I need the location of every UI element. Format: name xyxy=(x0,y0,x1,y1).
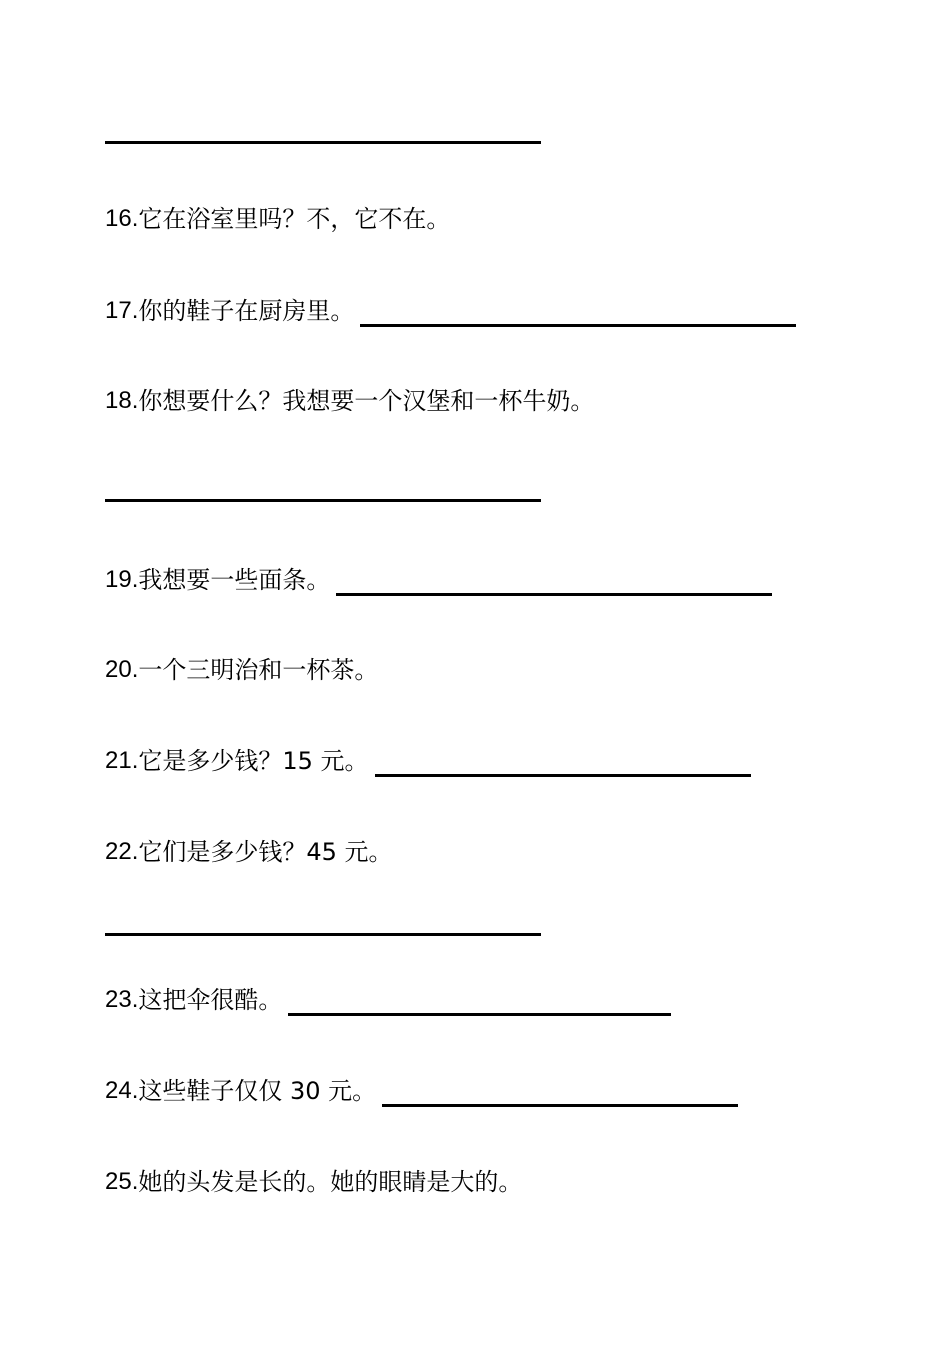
question-text: 一个三明治和一杯茶。 xyxy=(138,656,379,684)
question-text: 我想要一些面条。 xyxy=(138,566,331,594)
answer-blank[interactable] xyxy=(360,324,796,327)
question-25 xyxy=(105,1162,522,1202)
question-17 xyxy=(105,291,796,331)
question-number: 25. xyxy=(105,1168,139,1195)
question-text: 你想要什么？我想要一个汉堡和一杯牛奶。 xyxy=(138,387,595,415)
question-24 xyxy=(105,1071,738,1111)
answer-blank[interactable] xyxy=(375,774,751,777)
question-20 xyxy=(105,650,378,690)
question-number: 17. xyxy=(105,297,139,324)
question-21 xyxy=(105,741,751,781)
question-number: 23. xyxy=(105,986,139,1013)
question-number: 21. xyxy=(105,747,139,774)
question-text: 它在浴室里吗？不，它不在。 xyxy=(138,205,451,233)
answer-blank-line[interactable] xyxy=(105,933,541,936)
question-text: 它是多少钱？15 元。 xyxy=(138,747,369,775)
question-text: 她的头发是长的。她的眼睛是大的。 xyxy=(138,1168,523,1196)
question-text: 你的鞋子在厨房里。 xyxy=(138,297,355,325)
answer-blank-line[interactable] xyxy=(105,499,541,502)
question-number: 20. xyxy=(105,656,139,683)
question-16 xyxy=(105,199,450,239)
question-text: 这把伞很酷。 xyxy=(138,986,283,1014)
question-number: 19. xyxy=(105,566,139,593)
question-number: 16. xyxy=(105,205,139,232)
question-number: 22. xyxy=(105,838,139,865)
answer-blank[interactable] xyxy=(336,593,772,596)
answer-blank[interactable] xyxy=(288,1013,671,1016)
question-23 xyxy=(105,980,671,1020)
answer-blank[interactable] xyxy=(382,1104,738,1107)
question-19 xyxy=(105,560,772,600)
answer-blank-line[interactable] xyxy=(105,141,541,144)
question-number: 18. xyxy=(105,387,139,414)
question-18 xyxy=(105,381,594,421)
question-text: 这些鞋子仅仅 30 元。 xyxy=(138,1077,377,1105)
question-text: 它们是多少钱？45 元。 xyxy=(138,838,393,866)
question-22 xyxy=(105,832,393,872)
question-number: 24. xyxy=(105,1077,139,1104)
